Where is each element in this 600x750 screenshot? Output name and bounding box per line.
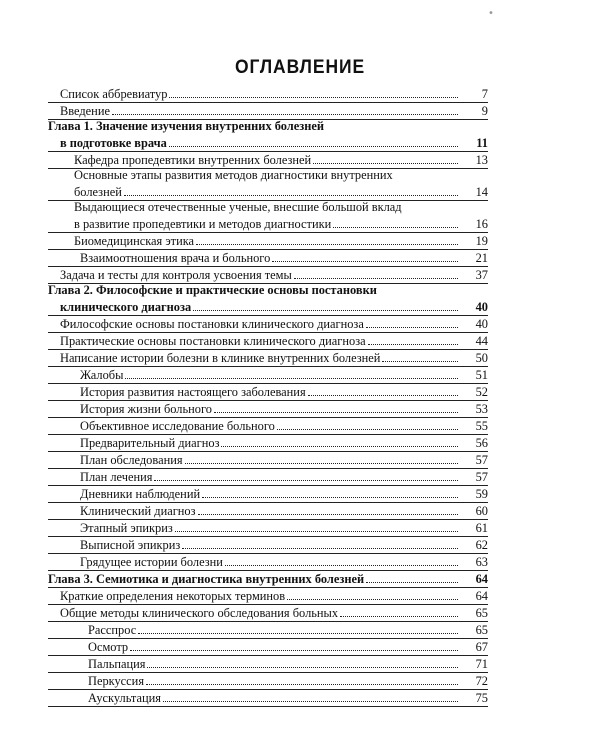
dot-leader — [333, 226, 458, 228]
toc-entry-title-continuation: клинического диагноза — [60, 300, 192, 314]
toc-page-number: 37 — [475, 268, 488, 282]
toc-page-number: 53 — [475, 402, 488, 416]
dot-leader — [382, 360, 458, 362]
toc-page-number: 14 — [475, 185, 488, 199]
toc-entry-title: Биомедицинская этика — [74, 234, 195, 248]
toc-page-number: 44 — [475, 334, 488, 348]
dot-leader — [163, 700, 458, 702]
toc-entry-title: Задача и тесты для контроля усвоения темы — [60, 268, 292, 282]
toc-entry-title: Выписной эпикриз — [80, 538, 181, 552]
toc-page-number: 7 — [481, 87, 488, 101]
toc-entry-title: Осмотр — [88, 640, 129, 654]
toc-entry — [48, 519, 488, 536]
toc-entry-title: Кафедра пропедевтики внутренних болезней — [74, 153, 312, 167]
toc-chapter — [48, 119, 488, 151]
toc-entry — [48, 621, 488, 638]
toc-entry — [48, 85, 488, 102]
toc-entry — [48, 655, 488, 672]
dot-leader — [185, 462, 458, 464]
dot-leader — [138, 632, 458, 634]
toc-page-number: 57 — [475, 470, 488, 484]
toc-entry — [48, 102, 488, 119]
toc-entry — [48, 349, 488, 366]
toc-entry — [48, 689, 488, 706]
dot-leader — [193, 309, 458, 311]
dot-leader — [196, 243, 458, 245]
toc-entry — [48, 200, 488, 232]
dot-leader — [313, 162, 458, 164]
toc-entry — [48, 553, 488, 570]
toc-page-number: 40 — [475, 317, 488, 331]
toc-entry — [48, 315, 488, 332]
toc-entry-title: Философские основы постановки клинического диагноза — [60, 317, 364, 331]
toc-entry-title: Предварительный диагноз — [80, 436, 220, 450]
toc-entry-title: Пальпация — [88, 657, 146, 671]
toc-entry-title-continuation: в подготовке врача — [60, 136, 167, 150]
dot-leader — [169, 145, 458, 147]
dot-leader — [366, 326, 458, 328]
dot-leader — [221, 445, 458, 447]
dot-leader — [294, 277, 458, 279]
toc-page-number: 64 — [475, 572, 488, 586]
dot-leader — [214, 411, 458, 413]
toc-chapter — [48, 283, 488, 315]
toc-entry — [48, 672, 488, 689]
dot-leader — [182, 547, 458, 549]
dot-leader — [277, 428, 458, 430]
row-divider — [48, 706, 488, 707]
toc-entry-title: Жалобы — [80, 368, 124, 382]
toc-page-number: 11 — [476, 136, 488, 150]
dot-leader — [169, 96, 458, 98]
toc-entry-title: Краткие определения некоторых терминов — [60, 589, 286, 603]
toc-entry-title: План лечения — [80, 470, 153, 484]
dot-leader — [124, 194, 458, 196]
toc-entry-title: Общие методы клинического обследования больных — [60, 606, 339, 620]
toc-entry-title: Список аббревиатур — [60, 87, 168, 101]
toc-page-number: 13 — [475, 153, 488, 167]
toc-entry — [48, 366, 488, 383]
toc-entry — [48, 451, 488, 468]
toc-entry-title: Грядущее истории болезни — [80, 555, 223, 569]
dot-leader — [287, 598, 458, 600]
toc-entry — [48, 400, 488, 417]
toc-page-number: 71 — [475, 657, 488, 671]
toc-entry — [48, 168, 488, 200]
toc-entry — [48, 502, 488, 519]
toc-page-number: 63 — [475, 555, 488, 569]
toc-entry — [48, 468, 488, 485]
toc-entry-title: Этапный эпикриз — [80, 521, 173, 535]
toc-entry-title: План обследования — [80, 453, 183, 467]
toc-entry-title: Расспрос — [88, 623, 137, 637]
toc-page-number: 9 — [481, 104, 488, 118]
toc-entry — [48, 266, 488, 283]
toc-entry-title: История жизни больного — [80, 402, 212, 416]
dot-leader — [225, 564, 458, 566]
dot-leader — [125, 377, 458, 379]
dot-leader — [368, 343, 458, 345]
dot-leader — [202, 496, 458, 498]
toc-entry — [48, 332, 488, 349]
toc-entry-title: Введение — [60, 104, 110, 118]
dot-leader — [272, 260, 458, 262]
toc-page-number: 55 — [475, 419, 488, 433]
toc-entry-title: Основные этапы развития методов диагностики внутренних — [74, 168, 393, 182]
toc-page-number: 40 — [475, 300, 488, 314]
toc-page-number: 21 — [475, 251, 488, 265]
toc-page-number: 61 — [475, 521, 488, 535]
toc-entry — [48, 638, 488, 655]
dot-leader — [175, 530, 458, 532]
toc-entry-title: Глава 2. Философские и практические основы постановки — [48, 283, 377, 297]
toc-entry-title-continuation: болезней — [74, 185, 122, 199]
toc-page-number: 57 — [475, 453, 488, 467]
toc-page-number: 65 — [475, 623, 488, 637]
dot-leader — [112, 113, 458, 115]
toc-page-number: 59 — [475, 487, 488, 501]
toc-entry-title: Аускультация — [88, 691, 161, 705]
toc-page-number: 16 — [475, 217, 488, 231]
toc-entry — [48, 536, 488, 553]
toc-entry-title: Клинический диагноз — [80, 504, 196, 518]
toc-page-number: 72 — [475, 674, 488, 688]
dot-leader — [198, 513, 459, 515]
toc-entry-title: Перкуссия — [88, 674, 145, 688]
dot-leader — [146, 683, 458, 685]
dot-leader — [366, 581, 458, 583]
toc-page-number: 65 — [475, 606, 488, 620]
toc-entry-title: Выдающиеся отечественные ученые, внесшие большой вклад — [74, 200, 402, 214]
table-of-contents — [48, 85, 488, 706]
toc-entry — [48, 485, 488, 502]
toc-entry-title: Объективное исследование больного — [80, 419, 275, 433]
toc-entry — [48, 434, 488, 451]
toc-entry — [48, 249, 488, 266]
dot-leader — [147, 666, 458, 668]
toc-page-number: 67 — [475, 640, 488, 654]
toc-entry-title: Дневники наблюдений — [80, 487, 201, 501]
toc-entry-title-continuation: в развитие пропедевтики и методов диагностики — [74, 217, 332, 231]
toc-entry-title: Написание истории болезни в клинике внутренних болезней — [60, 351, 381, 365]
toc-page-number: 50 — [475, 351, 488, 365]
toc-entry — [48, 383, 488, 400]
dot-leader — [130, 649, 458, 651]
toc-page-number: 62 — [475, 538, 488, 552]
toc-entry-title: Глава 1. Значение изучения внутренних болезней — [48, 119, 325, 133]
toc-entry — [48, 151, 488, 168]
toc-chapter — [48, 570, 488, 587]
toc-page-number: 19 — [475, 234, 488, 248]
page-title: ОГЛАВЛЕНИЕ — [234, 57, 366, 78]
toc-entry-title: Взаимоотношения врача и больного — [80, 251, 271, 265]
toc-page-number: 60 — [475, 504, 488, 518]
toc-page-number: 52 — [475, 385, 488, 399]
toc-entry-title: Глава 3. Семиотика и диагностика внутренних болезней — [48, 572, 365, 586]
toc-entry-title: Практические основы постановки клинического диагноза — [60, 334, 366, 348]
toc-entry — [48, 232, 488, 249]
toc-page-number: 51 — [475, 368, 488, 382]
toc-page-number: 75 — [475, 691, 488, 705]
dot-leader — [308, 394, 458, 396]
toc-entry-title: История развития настоящего заболевания — [80, 385, 306, 399]
dot-leader — [340, 615, 458, 617]
dot-leader — [154, 479, 458, 481]
toc-page-number: 56 — [475, 436, 488, 450]
corner-mark: • — [488, 8, 494, 19]
toc-entry — [48, 417, 488, 434]
toc-entry — [48, 604, 488, 621]
toc-entry — [48, 587, 488, 604]
toc-page-number: 64 — [475, 589, 488, 603]
